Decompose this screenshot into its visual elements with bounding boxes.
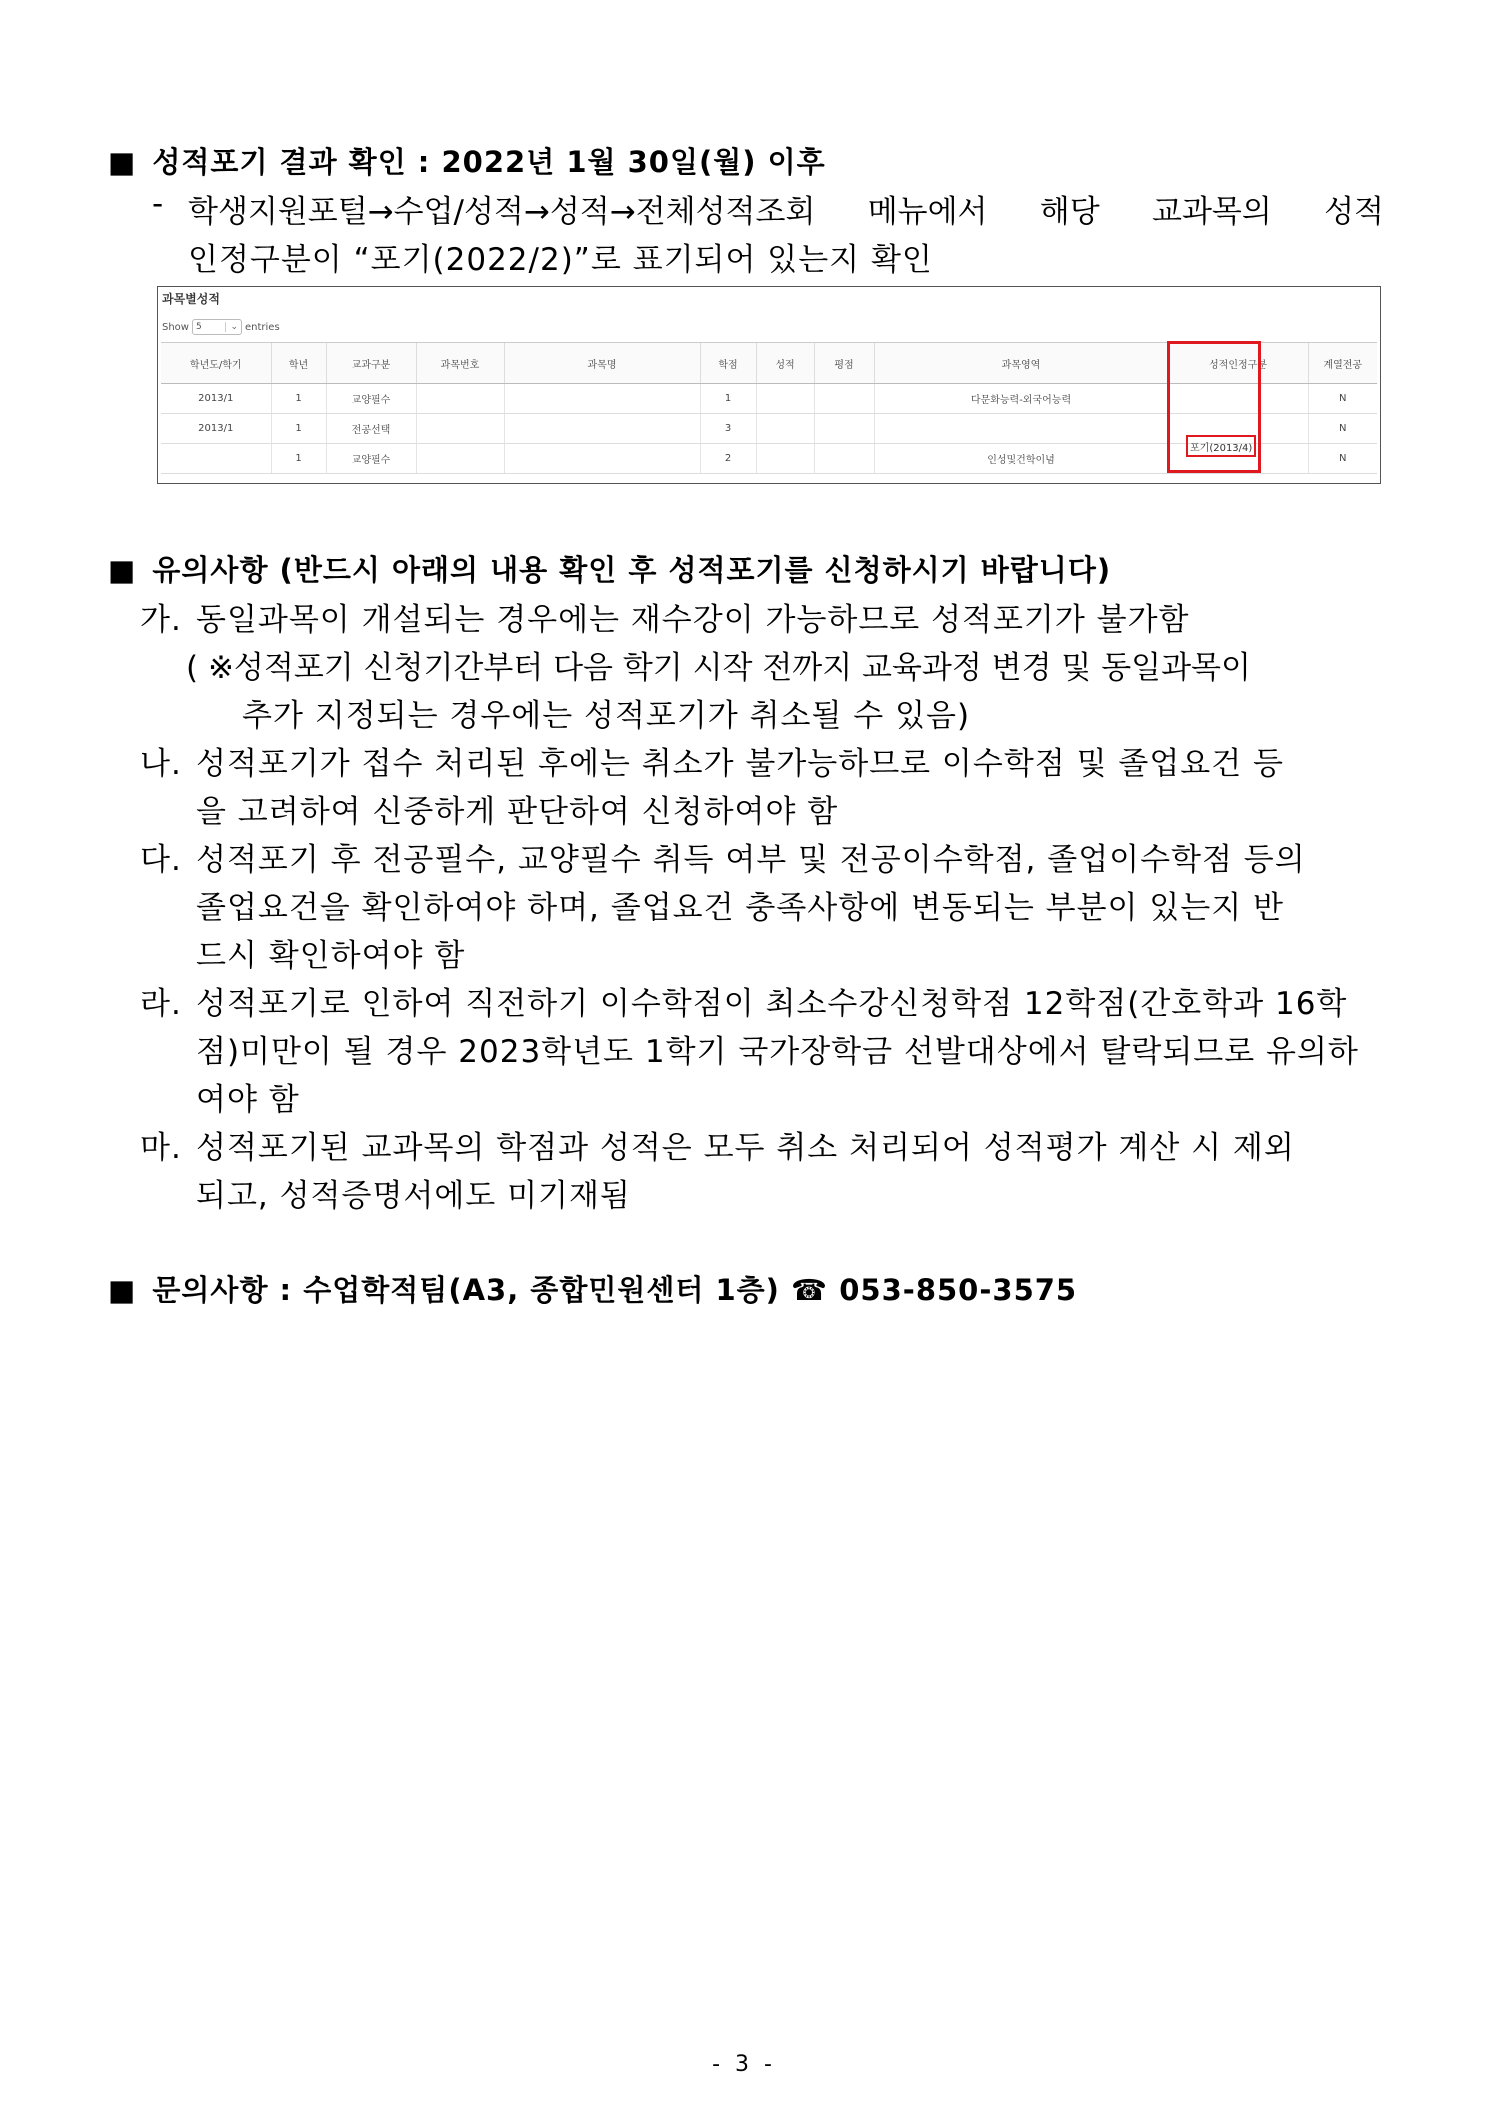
forgo-status-text: 포기(2013/4) <box>1190 443 1253 454</box>
table-cell <box>874 414 1168 444</box>
section2-heading <box>108 548 1111 589</box>
redacted-cell <box>756 444 814 474</box>
section3-heading <box>108 1268 1077 1309</box>
table-cell: 1 <box>271 444 326 474</box>
table-cell: 1 <box>271 384 326 414</box>
column-header[interactable]: 학년 <box>271 343 326 384</box>
item-label: 다. <box>140 842 182 878</box>
table-cell: 1 <box>271 414 326 444</box>
item-line: 성적포기가 접수 처리된 후에는 취소가 불가능하므로 이수학점 및 졸업요건 등 <box>196 746 1284 782</box>
redacted-cell <box>814 384 874 414</box>
entries-select-value: 5 <box>195 322 202 332</box>
item-line: 여야 함 <box>196 1082 300 1118</box>
section1-line1-word: 학생지원포털→수업/성적→성적→전체성적조회 <box>188 194 816 230</box>
section1-dash: - <box>152 186 165 222</box>
item-label: 라. <box>140 986 182 1022</box>
table-cell: 2 <box>700 444 756 474</box>
column-header[interactable]: 과목영역 <box>874 343 1168 384</box>
item-line: 성적포기된 교과목의 학점과 성적은 모두 취소 처리되어 성적평가 계산 시 제외 <box>196 1130 1295 1166</box>
section1-title: 성적포기 결과 확인 : 2022년 1월 30일(월) 이후 <box>152 145 826 179</box>
note-line: ( ※성적포기 신청기간부터 다음 학기 시작 전까지 교육과정 변경 및 동일과목이 <box>186 650 1251 686</box>
chevron-down-icon: ⌄ <box>225 322 238 332</box>
note-line: 추가 지정되는 경우에는 성적포기가 취소될 수 있음) <box>242 698 971 734</box>
table-cell: 교양필수 <box>326 384 416 414</box>
table-cell: 인성및건학이념 <box>874 444 1168 474</box>
entries-select[interactable] <box>192 319 242 335</box>
column-header[interactable]: 계열전공 <box>1308 343 1377 384</box>
show-label: Show <box>162 321 189 333</box>
section1-line1-word: 교과목의 <box>1152 194 1272 230</box>
show-entries-control <box>162 319 280 335</box>
column-header[interactable]: 평점 <box>814 343 874 384</box>
redacted-cell <box>416 384 504 414</box>
table-cell: 2013/1 <box>161 414 271 444</box>
table-cell: 전공선택 <box>326 414 416 444</box>
item-line: 드시 확인하여야 함 <box>196 938 466 974</box>
item-label: 마. <box>140 1130 182 1166</box>
item-line: 동일과목이 개설되는 경우에는 재수강이 가능하므로 성적포기가 불가함 <box>196 602 1190 638</box>
column-header[interactable]: 학점 <box>700 343 756 384</box>
redacted-cell <box>756 414 814 444</box>
item-label: 가. <box>140 602 182 638</box>
section2-title: 유의사항 (반드시 아래의 내용 확인 후 성적포기를 신청하시기 바랍니다) <box>152 553 1112 587</box>
redacted-cell <box>814 414 874 444</box>
column-header[interactable]: 학년도/학기 <box>161 343 271 384</box>
item-line: 되고, 성적증명서에도 미기재됨 <box>196 1178 631 1214</box>
grade-table-screenshot <box>157 286 1381 484</box>
section1-heading <box>108 140 826 181</box>
section1-line2: 인정구분이 “포기(2022/2)”로 표기되어 있는지 확인 <box>188 242 933 278</box>
page-number: - 3 - <box>712 2052 776 2077</box>
square-bullet-icon: ■ <box>108 145 137 179</box>
table-cell: N <box>1308 444 1377 474</box>
section3-title: 문의사항 : 수업학적팀(A3, 종합민원센터 1층) ☎ 053-850-3575 <box>152 1273 1078 1307</box>
redacted-cell <box>416 444 504 474</box>
item-label: 나. <box>140 746 182 782</box>
redacted-cell <box>504 444 700 474</box>
redacted-cell <box>161 444 271 474</box>
item-line: 성적포기로 인하여 직전하기 이수학점이 최소수강신청학점 12학점(간호학과 16학 <box>196 986 1348 1022</box>
grade-table-title: 과목별성적 <box>162 292 220 306</box>
section1-line1-word: 성적 <box>1324 194 1384 230</box>
column-header[interactable]: 과목번호 <box>416 343 504 384</box>
item-line: 졸업요건을 확인하여야 하며, 졸업요건 충족사항에 변동되는 부분이 있는지 반 <box>196 890 1284 926</box>
item-line: 을 고려하여 신중하게 판단하여 신청하여야 함 <box>196 794 839 830</box>
column-header[interactable]: 성적인정구분 <box>1168 343 1308 384</box>
item-line: 성적포기 후 전공필수, 교양필수 취득 여부 및 전공이수학점, 졸업이수학점 등의 <box>196 842 1306 878</box>
table-cell: 3 <box>700 414 756 444</box>
redacted-cell <box>416 414 504 444</box>
section1-line1-word: 메뉴에서 <box>867 194 988 230</box>
table-cell: 교양필수 <box>326 444 416 474</box>
table-cell: N <box>1308 384 1377 414</box>
highlight-cell-box <box>1186 435 1256 457</box>
table-cell: 다문화능력-외국어능력 <box>874 384 1168 414</box>
section1-line1 <box>188 186 1384 231</box>
table-cell: N <box>1308 414 1377 444</box>
table-cell: 1 <box>700 384 756 414</box>
square-bullet-icon: ■ <box>108 1273 137 1307</box>
redacted-cell <box>504 414 700 444</box>
square-bullet-icon: ■ <box>108 553 137 587</box>
redacted-cell <box>756 384 814 414</box>
column-header[interactable]: 과목명 <box>504 343 700 384</box>
column-header[interactable]: 교과구분 <box>326 343 416 384</box>
column-header[interactable]: 성적 <box>756 343 814 384</box>
redacted-cell <box>814 444 874 474</box>
item-line: 점)미만이 될 경우 2023학년도 1학기 국가장학금 선발대상에서 탈락되므로 유의하 <box>196 1034 1359 1070</box>
redacted-cell <box>504 384 700 414</box>
entries-label: entries <box>244 321 280 333</box>
table-cell: 2013/1 <box>161 384 271 414</box>
section1-line1-word: 해당 <box>1039 194 1100 230</box>
